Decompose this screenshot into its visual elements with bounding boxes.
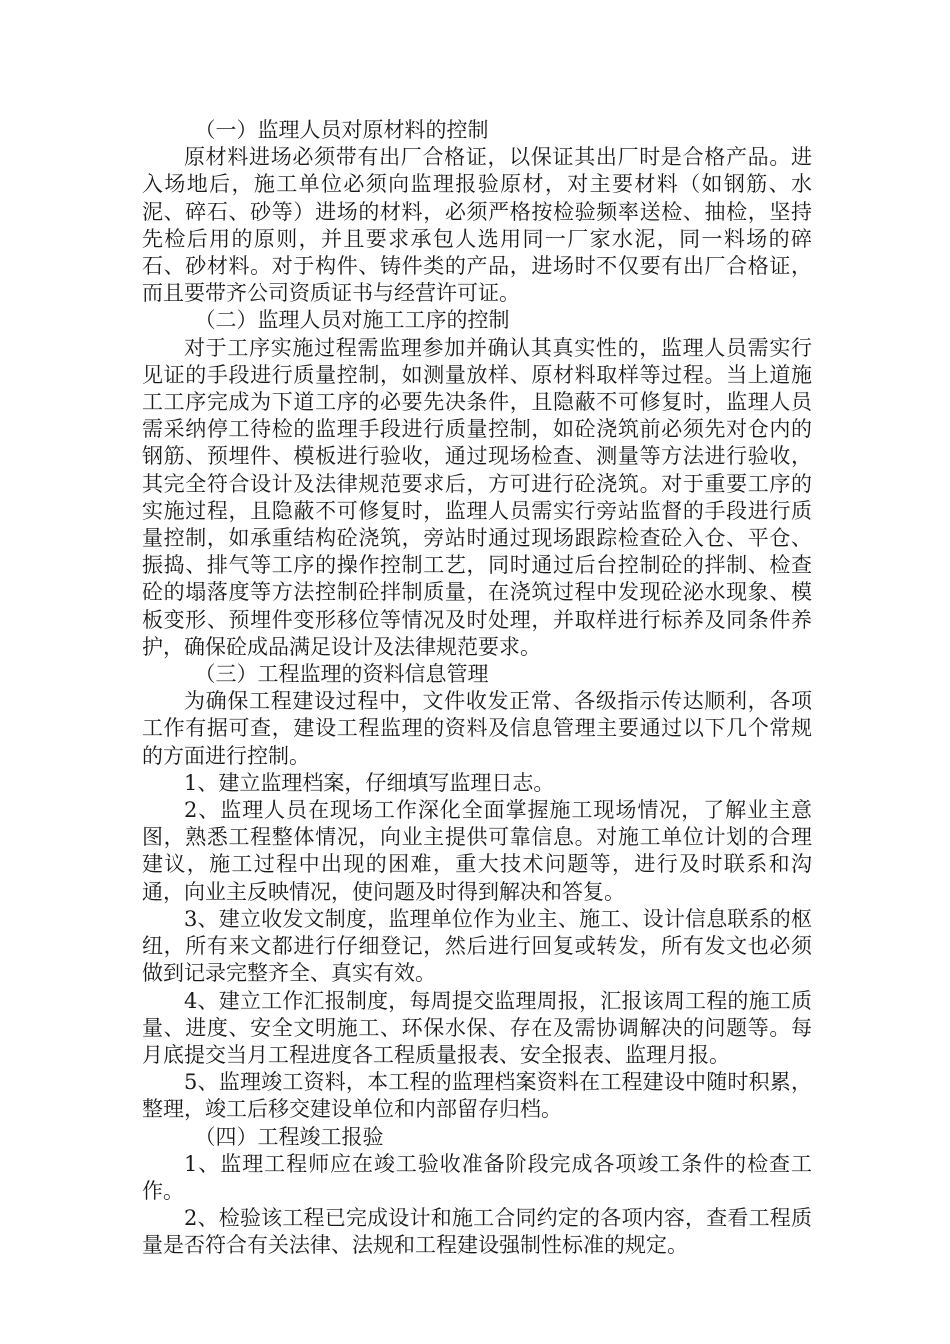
section-3-heading: （三）工程监理的资料信息管理 — [194, 662, 489, 687]
section-3-intro-paragraph: 为确保工程建设过程中，文件收发正常、各级指示传达顺利，各项工作有据可查，建设工程监理的资料及信息管理主要通过以下几个常规的方面进行控制。 — [142, 689, 812, 768]
section-3-item-5: 5、监理竣工资料，本工程的监理档案资料在工程建设中随时积累，整理，竣工后移交建设单位和内部留存归档。 — [142, 1070, 812, 1122]
section-4-item-1: 1、监理工程师应在竣工验收准备阶段完成各项竣工条件的检查工作。 — [142, 1151, 812, 1203]
section-4-heading: （四）工程竣工报验 — [194, 1124, 384, 1149]
section-1-heading: （一）监理人员对原材料的控制 — [194, 118, 489, 142]
section-4-item-2: 2、检验该工程已完成设计和施工合同约定的各项内容，查看工程质量是否符合有关法律、法规和工程建设强制性标准的规定。 — [142, 1206, 812, 1258]
section-3-item-4: 4、建立工作汇报制度，每周提交监理周报，汇报该周工程的施工质量、进度、安全文明施工、环保水保、存在及需协调解决的问题等。每月底提交当月工程进度各工程质量报表、安全报表、监理月报。 — [142, 988, 812, 1067]
section-3-item-2: 2、监理人员在现场工作深化全面掌握施工现场情况，了解业主意图，熟悉工程整体情况，向业主提供可靠信息。对施工单位计划的合理建议，施工过程中出现的困难，重大技术问题等，进行及时联系和沟通，向业主反映情况，使问题及时得到解决和答复。 — [142, 798, 812, 904]
section-2-paragraph: 对于工序实施过程需监理参加并确认其真实性的，监理人员需实行见证的手段进行质量控制，如测量放样、原材料取样等过程。当上道施工工序完成为下道工序的必要先决条件，且隐蔽不可修复时，监理人员需采纳停工待检的监理手段进行质量控制，如砼浇筑前必须先对仓内的钢筋、预埋件、模板进行验收，通过现场检查、测量等方法进行验收，其完全符合设计及法律规范要求后，方可进行砼浇筑。对于重要工序的实施过程，且隐蔽不可修复时，监理人员需实行旁站监督的手段进行质量控制，如承重结构砼浇筑，旁站时通过现场跟踪检查砼入仓、平仓、振捣、排气等工序的操作控制工艺，同时通过后台控制砼的拌制、检查砼的塌落度等方法控制砼拌制质量，在浇筑过程中发现砼泌水现象、模板变形、预埋件变形移位等情况及时处理，并取样进行标养及同条件养护，确保砼成品满足设计及法律规范要求。 — [142, 335, 812, 659]
section-1-paragraph: 原材料进场必须带有出厂合格证，以保证其出厂时是合格产品。进入场地后，施工单位必须向监理报验原材，对主要材料（如钢筋、水泥、碎石、砂等）进场的材料，必须严格按检验频率送检、抽检，坚持先检后用的原则，并且要求承包人选用同一厂家水泥，同一料场的碎石、砂材料。对于构件、铸件类的产品，进场时不仅要有出厂合格证，而且要带齐公司资质证书与经营许可证。 — [142, 145, 812, 306]
section-3-item-3: 3、建立收发文制度，监理单位作为业主、施工、设计信息联系的枢纽，所有来文都进行仔细登记，然后进行回复或转发，所有发文也必须做到记录完整齐全、真实有效。 — [142, 906, 812, 986]
document-body — [142, 117, 812, 1260]
section-3-item-1: 1、建立监理档案，仔细填写监理日志。 — [184, 770, 555, 795]
section-2-heading: （二）监理人员对施工工序的控制 — [194, 308, 510, 333]
